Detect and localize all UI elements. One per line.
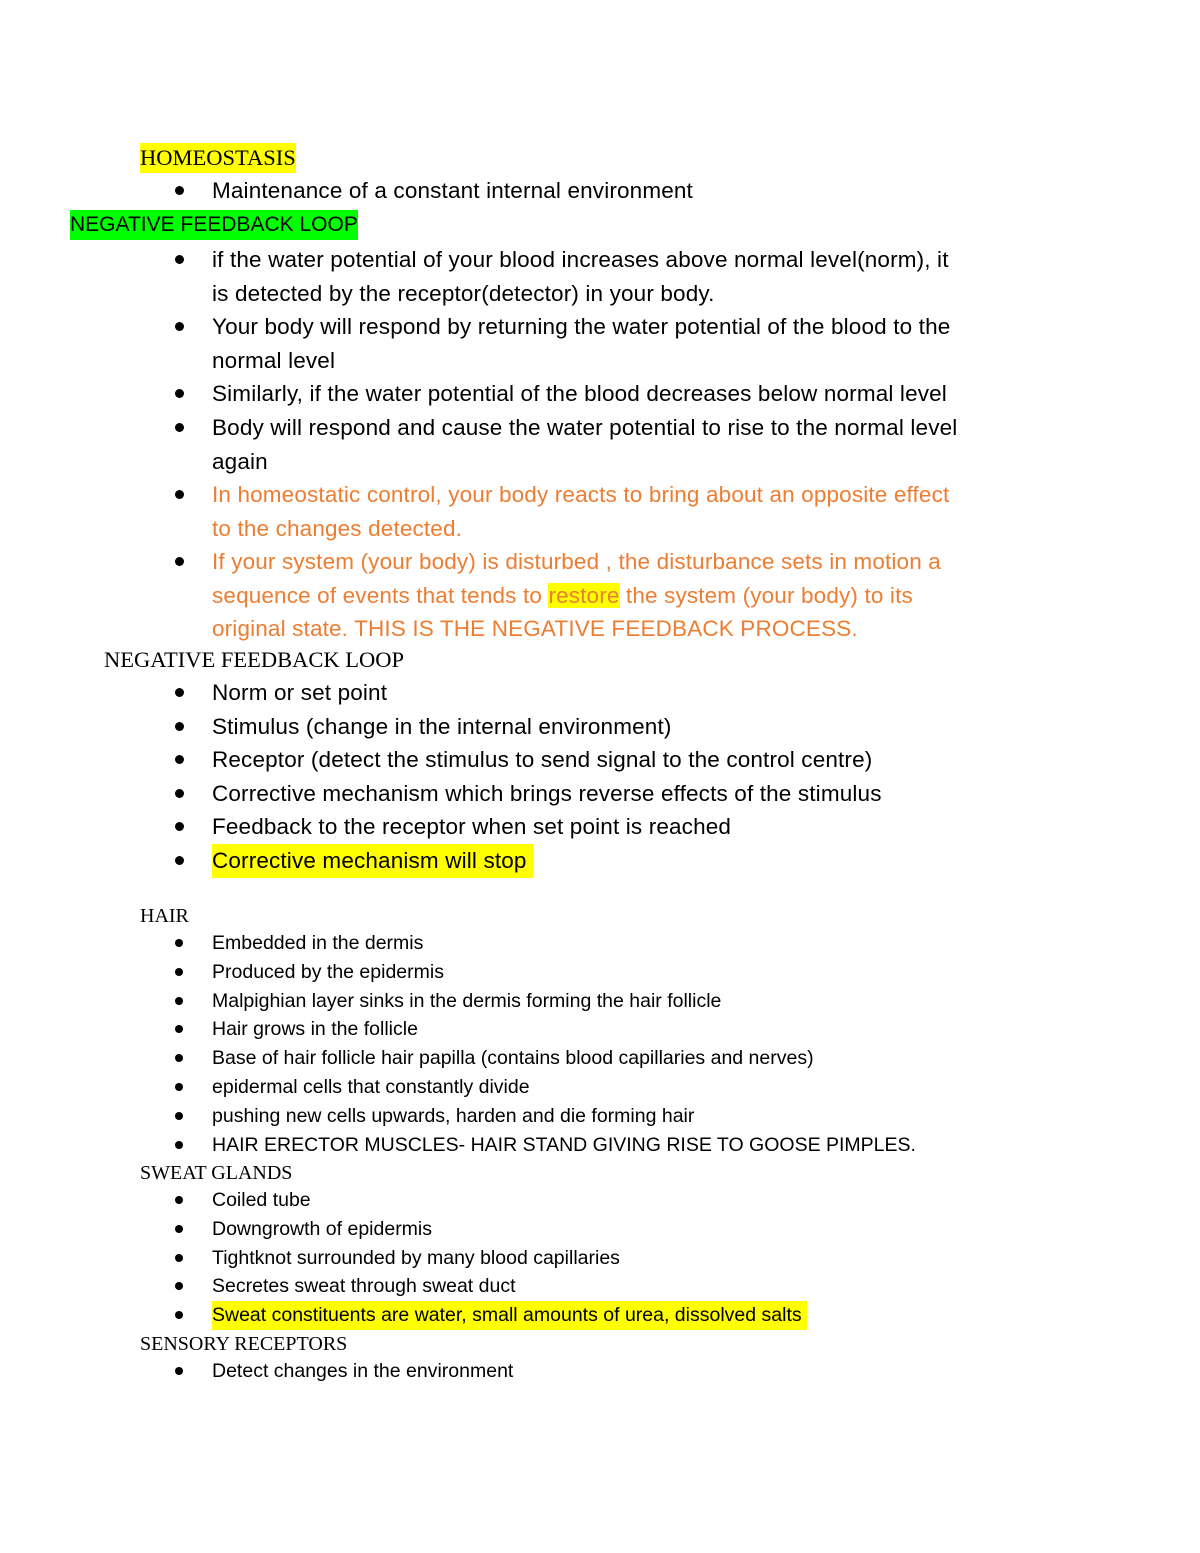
list-item-text: Base of hair follicle hair papilla (contains blood capillaries and nerves)	[212, 1047, 814, 1070]
list-item-text-line2	[212, 579, 913, 613]
list-item-text: Hair grows in the follicle	[212, 1018, 418, 1041]
bullet-icon	[175, 557, 184, 566]
bullet-icon	[175, 1367, 183, 1375]
bullet-icon	[175, 688, 184, 697]
list-item-text: Detect changes in the environment	[212, 1360, 514, 1382]
heading-homeostasis: HOMEOSTASIS	[140, 143, 296, 173]
bullet-icon	[175, 186, 184, 195]
list-item-text: to the changes detected.	[212, 515, 463, 541]
highlighted-word: restore	[548, 582, 620, 608]
list-item-text: if the water potential of your blood increases above normal level(norm), it	[212, 247, 949, 272]
list-item-text: Feedback to the receptor when set point is reached	[212, 814, 732, 839]
bullet-icon	[175, 939, 183, 947]
bullet-icon	[175, 1282, 183, 1290]
bullet-icon	[175, 1196, 183, 1204]
bullet-icon	[175, 1311, 183, 1319]
bullet-icon	[175, 389, 184, 398]
text-span: sequence of events that tends to	[212, 582, 549, 608]
bullet-icon	[175, 1025, 183, 1033]
list-item-text: Body will respond and cause the water potential to rise to the normal level	[212, 415, 958, 440]
list-item-text: Corrective mechanism will stop	[212, 844, 533, 878]
bullet-icon	[175, 789, 184, 798]
list-item-text: Embedded in the dermis	[212, 932, 424, 954]
list-item-text: Similarly, if the water potential of the blood decreases below normal level	[212, 381, 947, 406]
heading-sensory-receptors: SENSORY RECEPTORS	[140, 1333, 348, 1355]
bullet-icon	[175, 1083, 183, 1091]
bullet-icon	[175, 755, 184, 764]
list-item-text: Receptor (detect the stimulus to send signal to the control centre)	[212, 747, 873, 772]
list-item-text: Coiled tube	[212, 1189, 311, 1211]
bullet-icon	[175, 1054, 183, 1062]
bullet-icon	[175, 968, 183, 976]
list-item-text: Malpighian layer sinks in the dermis forming the hair follicle	[212, 989, 722, 1012]
bullet-icon	[175, 255, 184, 264]
list-item-text: Norm or set point	[212, 680, 388, 705]
list-item-text: again	[212, 448, 268, 474]
list-item-text: Secretes sweat through sweat duct	[212, 1275, 516, 1298]
list-item-text: epidermal cells that constantly divide	[212, 1076, 530, 1098]
bullet-icon	[175, 1225, 183, 1233]
heading-sweat-glands: SWEAT GLANDS	[140, 1162, 293, 1184]
list-item-text: pushing new cells upwards, harden and die forming hair	[212, 1104, 695, 1127]
bullet-icon	[175, 322, 184, 331]
list-item-text: Produced by the epidermis	[212, 960, 444, 983]
list-item-text: is detected by the receptor(detector) in your body.	[212, 280, 715, 306]
bullet-icon	[175, 856, 184, 865]
heading-negative-feedback-loop-2: NEGATIVE FEEDBACK LOOP	[104, 647, 404, 672]
list-item-text: Tightknot surrounded by many blood capillaries	[212, 1246, 620, 1269]
list-item-text: original state. THIS IS THE NEGATIVE FEEDBACK PROCESS.	[212, 616, 858, 641]
bullet-icon	[175, 997, 183, 1005]
list-item-text: Maintenance of a constant internal environment	[212, 178, 693, 203]
list-item-text: Sweat constituents are water, small amounts of urea, dissolved salts	[212, 1301, 807, 1330]
list-item-text: Corrective mechanism which brings reverse effects of the stimulus	[212, 780, 882, 806]
bullet-icon	[175, 1254, 183, 1262]
bullet-icon	[175, 722, 184, 731]
bullet-icon	[175, 822, 184, 831]
text-span: the system (your body) to its	[619, 582, 913, 608]
list-item-text: Your body will respond by returning the water potential of the blood to the	[212, 314, 951, 339]
bullet-icon	[175, 423, 184, 432]
list-item-text: Downgrowth of epidermis	[212, 1217, 433, 1240]
heading-negative-feedback-loop: NEGATIVE FEEDBACK LOOP	[70, 210, 358, 240]
list-item-text: normal level	[212, 347, 336, 373]
list-item-text: HAIR ERECTOR MUSCLES- HAIR STAND GIVING RISE TO GOOSE PIMPLES.	[212, 1133, 916, 1156]
list-item-text: If your system (your body) is disturbed , the disturbance sets in motion a	[212, 549, 941, 574]
list-item-text: Stimulus (change in the internal environment)	[212, 713, 672, 739]
bullet-icon	[175, 490, 184, 499]
list-item-text: In homeostatic control, your body reacts to bring about an opposite effect	[212, 482, 950, 507]
bullet-icon	[175, 1141, 183, 1149]
heading-hair: HAIR	[140, 905, 189, 927]
bullet-icon	[175, 1112, 183, 1120]
